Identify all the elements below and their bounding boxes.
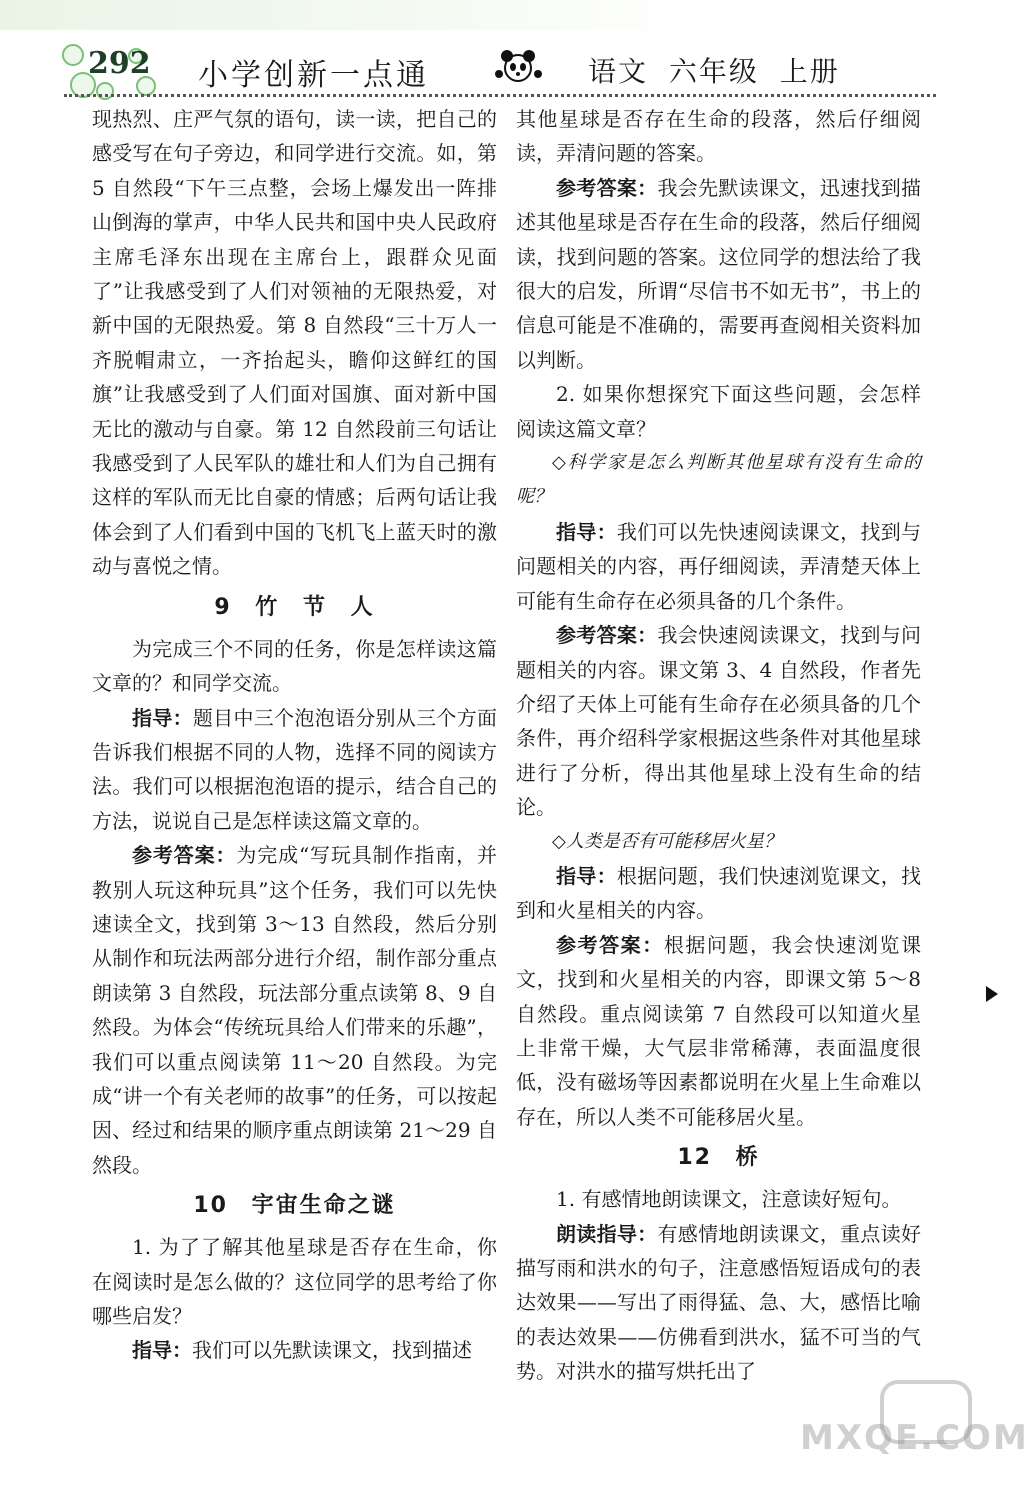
answer-text: 根据问题，我会快速浏览课文，找到和火星相关的内容，即课文第 5～8 自然段。重点阅读第 7 自然段可以知道火星上非常干燥，大气层非常稀薄，表面温度很低，没有磁场等因素都说明在火星上生命难以存在，所以人类不可能移居火星。 bbox=[516, 932, 921, 1129]
lesson-title: 12 桥 bbox=[677, 1145, 760, 1171]
page-number: 292 bbox=[88, 46, 151, 81]
answer-label: 参考答案： bbox=[132, 843, 237, 868]
answer-text: 我会先默读课文，迅速找到描述其他星球是否存在生命的段落，然后仔细阅读，找到问题的答案。这位同学的想法给了我很大的启发，所谓“尽信书不如无书”，书上的信息可能是不准确的，需要再查阅相关资料加以判断。 bbox=[516, 175, 922, 372]
bubble-decoration bbox=[96, 82, 114, 100]
answer-paragraph bbox=[516, 618, 921, 824]
sub-question: ◇科学家是怎么判断其他星球有没有生命的呢？ bbox=[516, 452, 921, 508]
guide-label: 朗读指导： bbox=[556, 1221, 658, 1246]
page-header bbox=[0, 30, 1000, 100]
guide-paragraph bbox=[516, 515, 921, 618]
answer-text: 我会快速阅读课文，找到与问题相关的内容。课文第 3、4 自然段，作者先介绍了天体上可能有生命存在必须具备的几个条件，再介绍科学家根据这些条件对其他星球进行了分析，得出其他星球上没有生命的结论。 bbox=[516, 623, 922, 820]
lesson-title: 10 宇宙生命之谜 bbox=[193, 1193, 396, 1219]
guide-text: 我们可以先默读课文，找到描述 bbox=[192, 1338, 472, 1363]
guide-paragraph bbox=[516, 1217, 921, 1389]
answer-text: 为完成“写玩具制作指南，并教别人玩这种玩具”这个任务，我们可以先快速读全文，找到第 3～13 自然段，然后分别从制作和玩法两部分进行介绍，制作部分重点朗读第 3 自然段，玩法部分重点读第 8、9 自然段。为体会“传统玩具给人们带来的乐趣”，我们可以重点阅读第 11～20 自然段。为完成“讲一个有关老师的故事”的任务，可以按起因、经过和结果的顺序重点朗读第 21～29 自然段。 bbox=[92, 843, 497, 1177]
guide-paragraph bbox=[516, 859, 921, 928]
guide-label: 指导： bbox=[132, 705, 193, 730]
subject-grade-label: 语文 六年级 上册 bbox=[588, 55, 840, 88]
sub-question: ◇人类是否有可能移居火星？ bbox=[552, 830, 782, 852]
left-column bbox=[92, 102, 497, 1368]
question: 2. 如果你想探究下面这些问题，会怎样阅读这篇文章？ bbox=[516, 382, 921, 441]
guide-label: 指导： bbox=[132, 1338, 192, 1363]
question: 1. 为了了解其他星球是否存在生命，你在阅读时是怎么做的？这位同学的思考给了你哪些启发？ bbox=[92, 1235, 497, 1328]
series-title: 小学创新一点通 bbox=[198, 58, 429, 93]
guide-text: 有感情地朗读课文，重点读好描写雨和洪水的句子，注意感悟短语成句的表达效果——写出了雨得猛、急、大，感悟比喻的表达效果——仿佛看到洪水，猛不可当的气势。对洪水的描写烘托出了 bbox=[516, 1221, 922, 1384]
guide-label: 指导： bbox=[556, 863, 617, 888]
right-column bbox=[516, 102, 921, 1389]
answer-label: 参考答案： bbox=[556, 623, 658, 648]
page-turn-arrow-icon bbox=[986, 986, 998, 1002]
panda-mascot-icon bbox=[492, 44, 544, 88]
question: 为完成三个不同的任务，你是怎样读这篇文章的？和同学交流。 bbox=[92, 636, 497, 696]
answer-paragraph bbox=[516, 171, 921, 377]
guide-label: 指导： bbox=[556, 519, 617, 544]
answer-paragraph bbox=[516, 928, 921, 1134]
guide-paragraph bbox=[92, 701, 497, 839]
guide-text: 根据问题，我们快速浏览课文，找到和火星相关的内容。 bbox=[516, 863, 922, 923]
watermark-text: MXQE.COM bbox=[800, 1418, 1029, 1458]
paragraph: 现热烈、庄严气氛的语句，读一读，把自己的感受写在句子旁边，和同学进行交流。如，第 5 自然段“下午三点整，会场上爆发出一阵排山倒海的掌声，中华人民共和国中央人民政府主席毛泽东出现在主席台上，跟群众见面了”让我感受到了人们对领袖的无限热爱，对新中国的无限热爱。第 8 自然段“三十万人一齐脱帽肃立，一齐抬起头，瞻仰这鲜红的国旗”让我感受到了人们面对国旗、面对新中国无比的激动与自豪。第 12 自然段前三句话让我感受到了人民军队的雄壮和人们为自己拥有这样的军队而无比自豪的情感；后两句话让我体会到了人们看到中国的飞机飞上蓝天时的激动与喜悦之情。 bbox=[92, 107, 497, 579]
header-divider bbox=[64, 94, 936, 97]
answer-paragraph bbox=[92, 838, 497, 1182]
bubble-decoration bbox=[62, 44, 84, 66]
guide-text: 题目中三个泡泡语分别从三个方面告诉我们根据不同的人物，选择不同的阅读方法。我们可以根据泡泡语的提示，结合自己的方法，说说自己是怎样读这篇文章的。 bbox=[92, 705, 498, 833]
guide-text: 我们可以先快速阅读课文，找到与问题相关的内容，再仔细阅读，弄清楚天体上可能有生命存在必须具备的几个条件。 bbox=[516, 519, 922, 613]
guide-paragraph bbox=[92, 1333, 497, 1367]
top-decoration bbox=[0, 0, 1000, 30]
paragraph: 其他星球是否存在生命的段落，然后仔细阅读，弄清问题的答案。 bbox=[516, 107, 921, 166]
lesson-title: 9 竹 节 人 bbox=[214, 594, 375, 620]
answer-label: 参考答案： bbox=[556, 175, 658, 200]
answer-label: 参考答案： bbox=[556, 932, 664, 957]
question: 1. 有感情地朗读课文，注意读好短句。 bbox=[556, 1187, 902, 1212]
